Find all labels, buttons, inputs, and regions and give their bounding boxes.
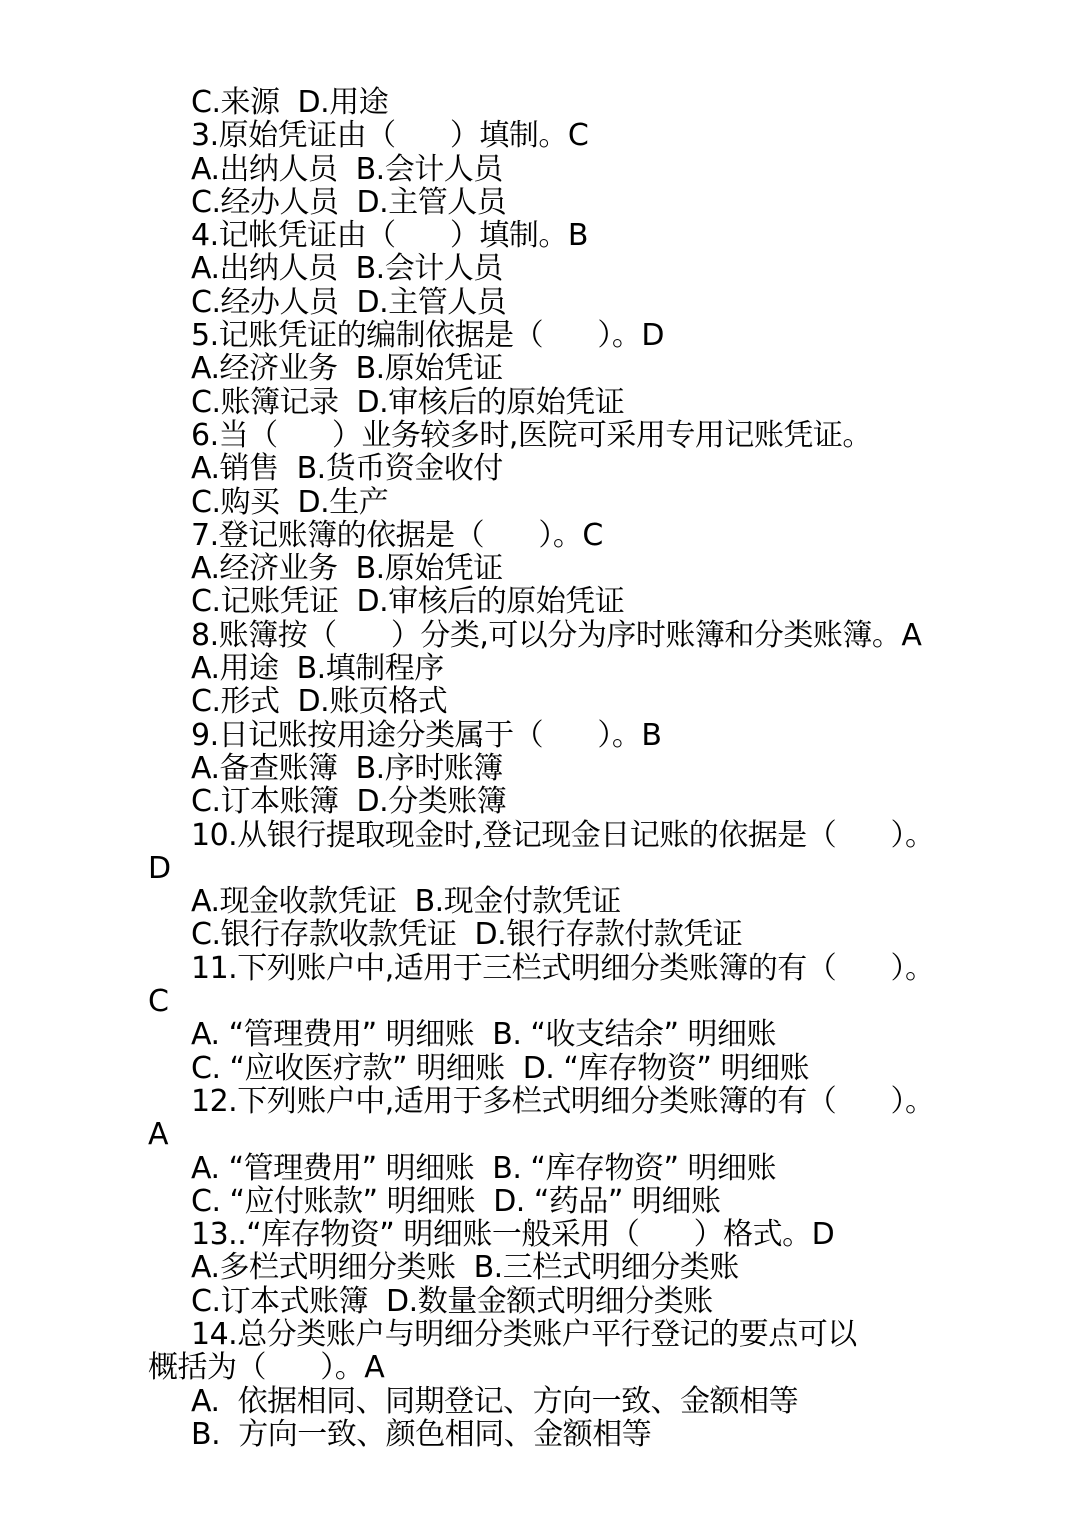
text-line: 概括为（ ）。A [148,1350,385,1386]
text-line: A.经济业务 B.原始凭证 [191,551,503,587]
text-line: 5.记账凭证的编制依据是（ ）。D [191,318,664,354]
text-line: C.账簿记录 D.审核后的原始凭证 [191,384,625,420]
text-line: C.记账凭证 D.审核后的原始凭证 [191,584,625,620]
text-body [148,86,1008,1451]
text-line: 4.记帐凭证由（ ）填制。B [191,218,588,254]
text-line: A.销售 B.货币资金收付 [191,451,503,487]
text-line: 9.日记账按用途分类属于（ ）。B [191,717,662,753]
text-line: C.购买 D.生产 [191,484,389,520]
text-line: A.用途 B.填制程序 [191,651,444,687]
text-line: 12.下列账户中,适用于多栏式明细分类账簿的有（ ）。 [191,1083,935,1119]
text-line: 7.登记账簿的依据是（ ）。C [191,517,603,553]
text-line: C. “应收医疗款” 明细账 D. “库存物资” 明细账 [191,1050,810,1086]
text-line: A [148,1117,169,1153]
text-line: C. “应付账款” 明细账 D. “药品” 明细账 [191,1183,721,1219]
text-line: B. 方向一致、颜色相同、金额相等 [191,1416,652,1452]
text-line: C.银行存款收款凭证 D.银行存款付款凭证 [191,917,743,953]
text-line: C.订本账簿 D.分类账簿 [191,784,507,820]
text-line: A. “管理费用” 明细账 B. “库存物资” 明细账 [191,1150,777,1186]
text-line: 11.下列账户中,适用于三栏式明细分类账簿的有（ ）。 [191,950,935,986]
text-line: C.经办人员 D.主管人员 [191,184,507,220]
text-line: C.经办人员 D.主管人员 [191,284,507,320]
text-line: C.来源 D.用途 [191,85,389,120]
text-line: A.多栏式明细分类账 B.三栏式明细分类账 [191,1250,739,1286]
text-line: D [148,850,171,886]
text-line: 10.从银行提取现金时,登记现金日记账的依据是（ ）。 [191,817,935,853]
text-line: 6.当（ ）业务较多时,医院可采用专用记账凭证。 [191,417,872,453]
text-line: 3.原始凭证由（ ）填制。C [191,118,589,154]
text-line: A.出纳人员 B.会计人员 [191,151,503,187]
text-line: 13..“库存物资” 明细账一般采用（ ）格式。D [191,1217,835,1253]
text-line: A. “管理费用” 明细账 B. “收支结余” 明细账 [191,1017,777,1053]
text-line: A.备查账簿 B.序时账簿 [191,750,503,786]
text-line: C [148,984,169,1020]
text-line: A.经济业务 B.原始凭证 [191,351,503,387]
text-line: A.出纳人员 B.会计人员 [191,251,503,287]
text-line: C.形式 D.账页格式 [191,684,448,720]
text-line: 14.总分类账户与明细分类账户平行登记的要点可以 [191,1316,857,1352]
text-line: 8.账簿按（ ）分类,可以分为序时账簿和分类账簿。A [191,617,922,653]
text-line: A.现金收款凭证 B.现金付款凭证 [191,884,621,920]
text-line: A. 依据相同、同期登记、方向一致、金额相等 [191,1383,799,1419]
text-line: C.订本式账簿 D.数量金额式明细分类账 [191,1283,713,1319]
